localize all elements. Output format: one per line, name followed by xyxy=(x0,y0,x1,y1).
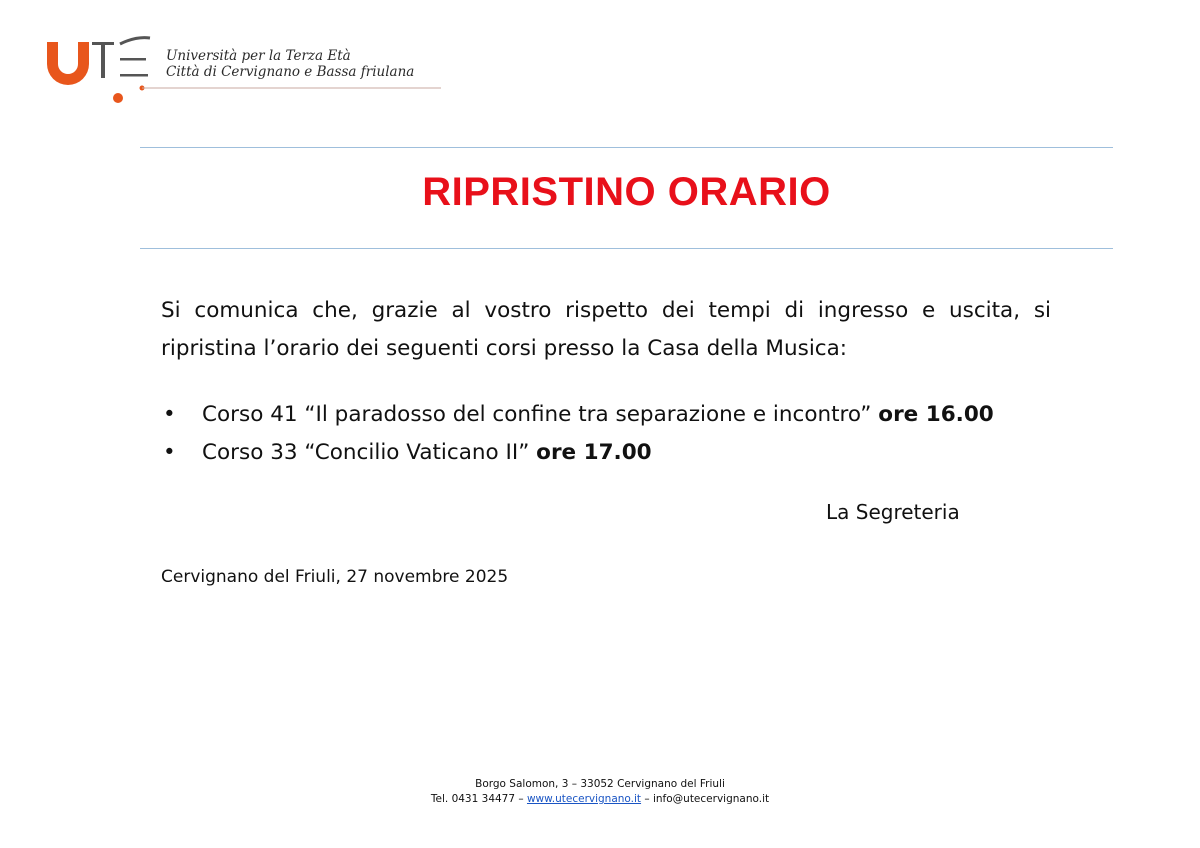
org-name-line1: Università per la Terza Età xyxy=(166,48,351,64)
list-item xyxy=(161,396,994,434)
course-time: ore 17.00 xyxy=(536,440,652,465)
course-text: Corso 33 “Concilio Vaticano II” xyxy=(202,440,537,465)
title-top-rule xyxy=(140,147,1113,148)
course-time: ore 16.00 xyxy=(878,402,994,427)
dateline: Cervignano del Friuli, 27 novembre 2025 xyxy=(161,567,509,587)
footer-address: Borgo Salomon, 3 – 33052 Cervignano del Friuli xyxy=(475,778,725,790)
footer-phone: Tel. 0431 34477 – xyxy=(430,793,527,805)
org-name-line2: Città di Cervignano e Bassa friulana xyxy=(166,64,415,80)
footer-email: – info@utecervignano.it xyxy=(641,793,770,805)
course-list xyxy=(161,396,994,472)
website-link[interactable]: www.utecervignano.it xyxy=(526,793,642,805)
ute-logo-mark xyxy=(44,28,164,108)
course-text: Corso 41 “Il paradosso del confine tra separazione e incontro” xyxy=(202,402,879,427)
title-bottom-rule xyxy=(140,248,1113,249)
list-item xyxy=(161,434,994,472)
footer xyxy=(0,777,1200,807)
footer-contacts xyxy=(0,792,1200,807)
ute-logo xyxy=(44,28,444,108)
bullet: • xyxy=(163,402,176,427)
org-name xyxy=(166,48,414,80)
notice-paragraph: Si comunica che, grazie al vostro rispetto dei tempi di ingresso e uscita, si ripristina l’orario dei seguenti corsi presso la Casa della Musica: xyxy=(161,298,1051,361)
bullet: • xyxy=(163,440,176,465)
page-title: RIPRISTINO ORARIO xyxy=(422,170,831,214)
signature: La Segreteria xyxy=(826,500,960,524)
